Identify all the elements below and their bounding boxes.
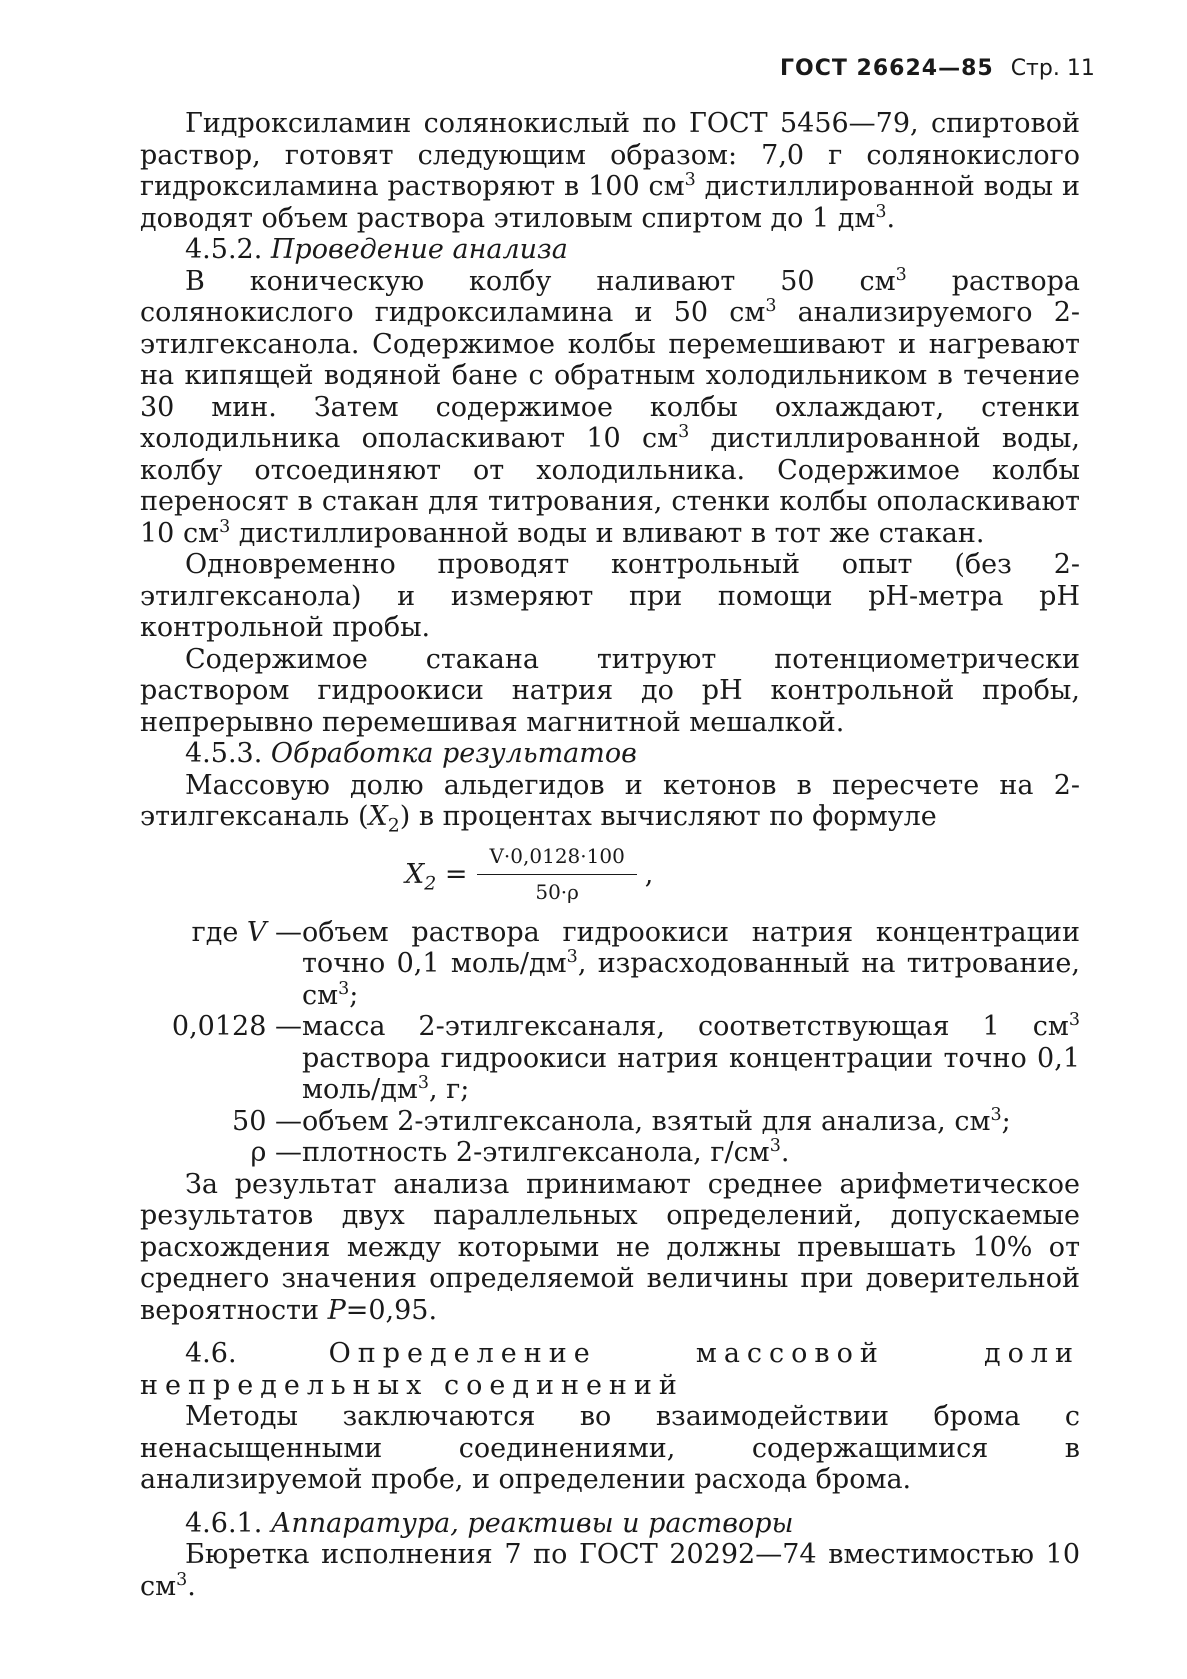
paragraph-result-criteria: За результат анализа принимают среднее арифметическое результатов двух параллельных определений, допускаемые расхождения между которыми не должны превышать 10% от среднего значения определяемой величины при доверительной вероятности P=0,95. xyxy=(140,1168,1080,1326)
legend-item: 50 — объем 2-этилгексанола, взятый для анализа, $см^3$; xyxy=(232,1104,1011,1137)
paragraph-control-test: Одновременно проводят контрольный опыт (без 2-этилгексанола) и измеряют при помощи pH-метра pH контрольной пробы. xyxy=(140,549,1080,643)
formula-fraction xyxy=(477,841,636,909)
legend-item: где V — объем раствора гидроокиси натрия концентрации точно 0,1 моль/$дм^3$, израсходованный на титрование, $см^3$; xyxy=(191,916,1080,1011)
formula-numerator: V·0,0128·100 xyxy=(477,841,636,876)
page-header xyxy=(780,56,1095,81)
formula-legend xyxy=(140,917,1080,1169)
legend-item: 0,0128 — масса 2-этилгексаналя, соответствующая 1 $см^3$ раствора гидроокиси натрия концентрации точно 0,1 моль/$дм^3$, г; xyxy=(171,1010,1080,1105)
document-body xyxy=(140,108,1080,1602)
page-number: Стр. 11 xyxy=(1010,56,1095,81)
section-heading-4-6-1: 4.6.1. Аппаратура, реактивы и растворы xyxy=(185,1507,794,1539)
paragraph-analysis-procedure: В коническую колбу наливают 50 $см^3$ раствора солянокислого гидроксиламина и 50 $см^3$ анализируемого 2-этилгексанола. Содержимое колбы перемешивают и нагревают на кипящей водяной бане с обратным холодильником в течение 30 мин. Затем содержимое колбы охлаждают, стенки холодильника ополаскивают 10 $см^3$ дистиллированной воды, колбу отсоединяют от холодильника. Содержимое колбы переносят в стакан для титрования, стенки колбы ополаскивают 10 $см^3$ дистиллированной воды и вливают в тот же стакан. xyxy=(140,264,1081,549)
paragraph-bromine-methods: Методы заключаются во взаимодействии брома с ненасыщенными соединениями, содержащимися в анализируемой пробе, и определении расхода брома. xyxy=(140,1401,1080,1495)
standard-number: ГОСТ 26624—85 xyxy=(780,56,994,81)
section-heading-4-5-3: 4.5.3. Обработка результатов xyxy=(185,738,637,769)
formula-comma: , xyxy=(644,858,654,890)
section-heading-4-6: 4.6. Определение массовой доли непредельных соединений xyxy=(140,1338,1080,1401)
formula-lhs: $X_2$ = xyxy=(405,858,468,895)
section-heading-4-5-2: 4.5.2. Проведение анализа xyxy=(185,234,568,265)
formula-x2 xyxy=(405,839,1080,911)
legend-item: ρ — плотность 2-этилгексанола, $г/см^3$. xyxy=(250,1136,790,1168)
paragraph-burette: Бюретка исполнения 7 по ГОСТ 20292—74 вместимостью 10 $см^3$. xyxy=(140,1539,1080,1602)
paragraph-reagent-hydroxylamine: Гидроксиламин солянокислый по ГОСТ 5456—79, спиртовой раствор, готовят следующим образом: 7,0 г солянокислого гидроксиламина растворяют в 100 $см^3$ дистиллированной воды и доводят объем раствора этиловым спиртом до 1 $дм^3$. xyxy=(140,108,1080,234)
paragraph-titration: Содержимое стакана титруют потенциометрически раствором гидроокиси натрия до pH контрольной пробы, непрерывно перемешивая магнитной мешалкой. xyxy=(140,643,1080,738)
formula-denominator: 50·ρ xyxy=(535,880,579,904)
paragraph-mass-fraction-intro: Массовую долю альдегидов и кетонов в пересчете на 2-этилгексаналь $(X_2)$ в процентах вычисляют по формуле xyxy=(140,769,1080,837)
